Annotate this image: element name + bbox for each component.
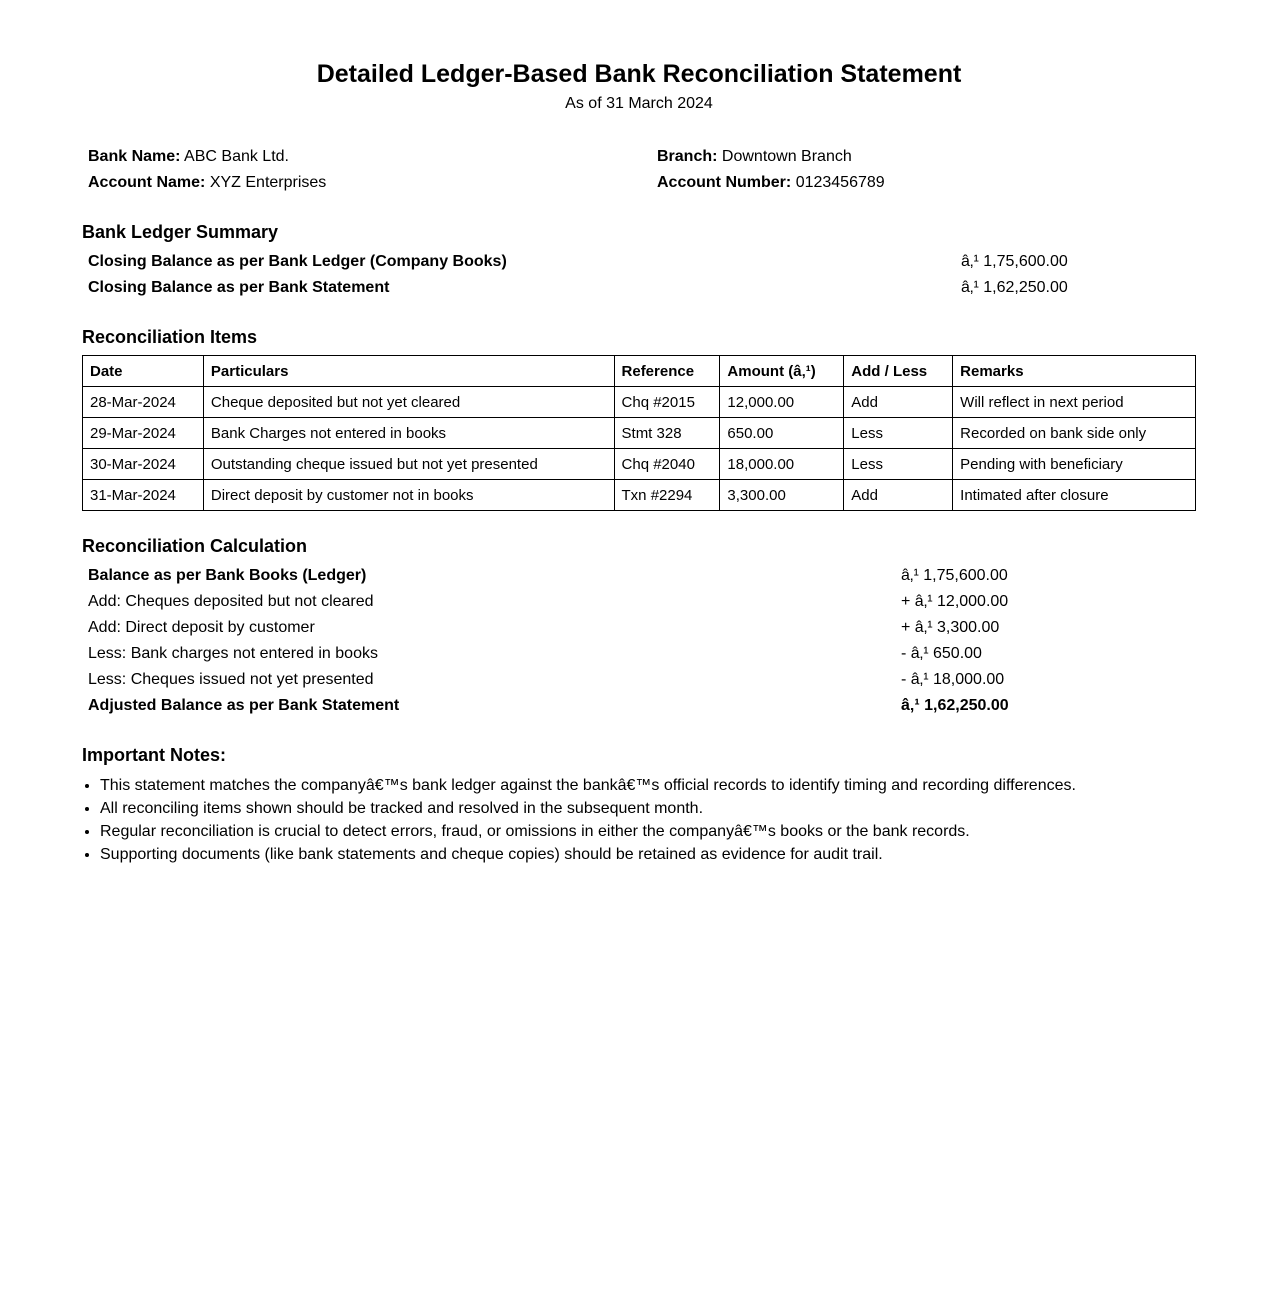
column-header: Add / Less — [844, 356, 953, 387]
bank-name-field — [88, 147, 289, 167]
table-row — [83, 449, 1196, 480]
account-number-label: Account Number: — [657, 174, 792, 191]
table-cell: Outstanding cheque issued but not yet presented — [203, 449, 614, 480]
calc-less-cheques-label: Less: Cheques issued not yet presented — [88, 671, 374, 688]
list-item: • All reconciling items shown should be tracked and resolved in the subsequent month. — [100, 797, 1076, 820]
ledger-closing-balance-value: â‚¹ 1,75,600.00 — [961, 253, 1068, 270]
branch-label: Branch: — [657, 148, 718, 165]
table-cell: Txn #2294 — [614, 480, 720, 511]
table-header-row — [83, 356, 1196, 387]
page-title: Detailed Ledger-Based Bank Reconciliation Statement — [316, 60, 962, 88]
branch-value: Downtown Branch — [721, 148, 852, 165]
table-cell: 3,300.00 — [720, 480, 844, 511]
column-header: Particulars — [203, 356, 614, 387]
table-cell: Less — [844, 418, 953, 449]
table-cell: Will reflect in next period — [953, 387, 1196, 418]
list-item: • This statement matches the companyâ€™s bank ledger against the bankâ€™s official records to identify timing and recording differences. — [100, 774, 1076, 797]
table-row — [83, 418, 1196, 449]
ledger-summary-heading: Bank Ledger Summary — [82, 222, 279, 242]
calc-add-deposit-label: Add: Direct deposit by customer — [88, 619, 315, 636]
account-name-value: XYZ Enterprises — [209, 174, 327, 191]
table-cell: 28-Mar-2024 — [83, 387, 204, 418]
account-number-field — [657, 173, 885, 193]
column-header: Remarks — [953, 356, 1196, 387]
calc-adjusted-value: â‚¹ 1,62,250.00 — [901, 697, 1009, 714]
ledger-closing-balance-label: Closing Balance as per Bank Ledger (Company Books) — [88, 253, 507, 270]
table-cell: Pending with beneficiary — [953, 449, 1196, 480]
reconciliation-items-heading: Reconciliation Items — [82, 327, 258, 347]
account-name-field — [88, 173, 326, 193]
table-cell: Stmt 328 — [614, 418, 720, 449]
table-cell: Intimated after closure — [953, 480, 1196, 511]
page-subtitle: As of 31 March 2024 — [565, 95, 713, 112]
calc-add-cheques-label: Add: Cheques deposited but not cleared — [88, 593, 374, 610]
account-name-label: Account Name: — [88, 174, 206, 191]
table-cell: Less — [844, 449, 953, 480]
calc-less-cheques-value: - â‚¹ 18,000.00 — [901, 671, 1005, 688]
calc-opening-value: â‚¹ 1,75,600.00 — [901, 567, 1008, 584]
branch-field — [657, 147, 852, 167]
table-cell: 12,000.00 — [720, 387, 844, 418]
column-header: Reference — [614, 356, 720, 387]
table-cell: Add — [844, 387, 953, 418]
calc-adjusted-label: Adjusted Balance as per Bank Statement — [88, 697, 400, 714]
calc-opening-label: Balance as per Bank Books (Ledger) — [88, 567, 367, 584]
account-number-value: 0123456789 — [795, 174, 885, 191]
list-item: • Regular reconciliation is crucial to detect errors, fraud, or omissions in either the companyâ€™s books or the bank records. — [100, 820, 1076, 843]
table-cell: Add — [844, 480, 953, 511]
calculation-heading: Reconciliation Calculation — [82, 536, 308, 556]
table-cell: 30-Mar-2024 — [83, 449, 204, 480]
calc-add-cheques-value: + â‚¹ 12,000.00 — [901, 593, 1009, 610]
table-row — [83, 480, 1196, 511]
bank-name-label: Bank Name: — [88, 148, 181, 165]
table-cell: 29-Mar-2024 — [83, 418, 204, 449]
column-header: Date — [83, 356, 204, 387]
table-cell: Direct deposit by customer not in books — [203, 480, 614, 511]
table-cell: Chq #2040 — [614, 449, 720, 480]
table-row — [83, 387, 1196, 418]
reconciliation-items-table — [82, 355, 1196, 511]
column-header: Amount (â‚¹) — [720, 356, 844, 387]
table-cell: Bank Charges not entered in books — [203, 418, 614, 449]
table-cell: Chq #2015 — [614, 387, 720, 418]
calc-add-deposit-value: + â‚¹ 3,300.00 — [901, 619, 1000, 636]
statement-closing-balance-value: â‚¹ 1,62,250.00 — [961, 279, 1068, 296]
bank-name-value: ABC Bank Ltd. — [184, 148, 289, 165]
notes-list — [82, 774, 1076, 866]
statement-closing-balance-label: Closing Balance as per Bank Statement — [88, 279, 390, 296]
calc-less-charges-label: Less: Bank charges not entered in books — [88, 645, 378, 662]
list-item: • Supporting documents (like bank statements and cheque copies) should be retained as evidence for audit trail. — [100, 843, 1076, 866]
table-cell: Cheque deposited but not yet cleared — [203, 387, 614, 418]
notes-heading: Important Notes: — [82, 745, 226, 765]
table-cell: 650.00 — [720, 418, 844, 449]
table-cell: Recorded on bank side only — [953, 418, 1196, 449]
calc-less-charges-value: - â‚¹ 650.00 — [901, 645, 982, 662]
table-cell: 18,000.00 — [720, 449, 844, 480]
table-cell: 31-Mar-2024 — [83, 480, 204, 511]
